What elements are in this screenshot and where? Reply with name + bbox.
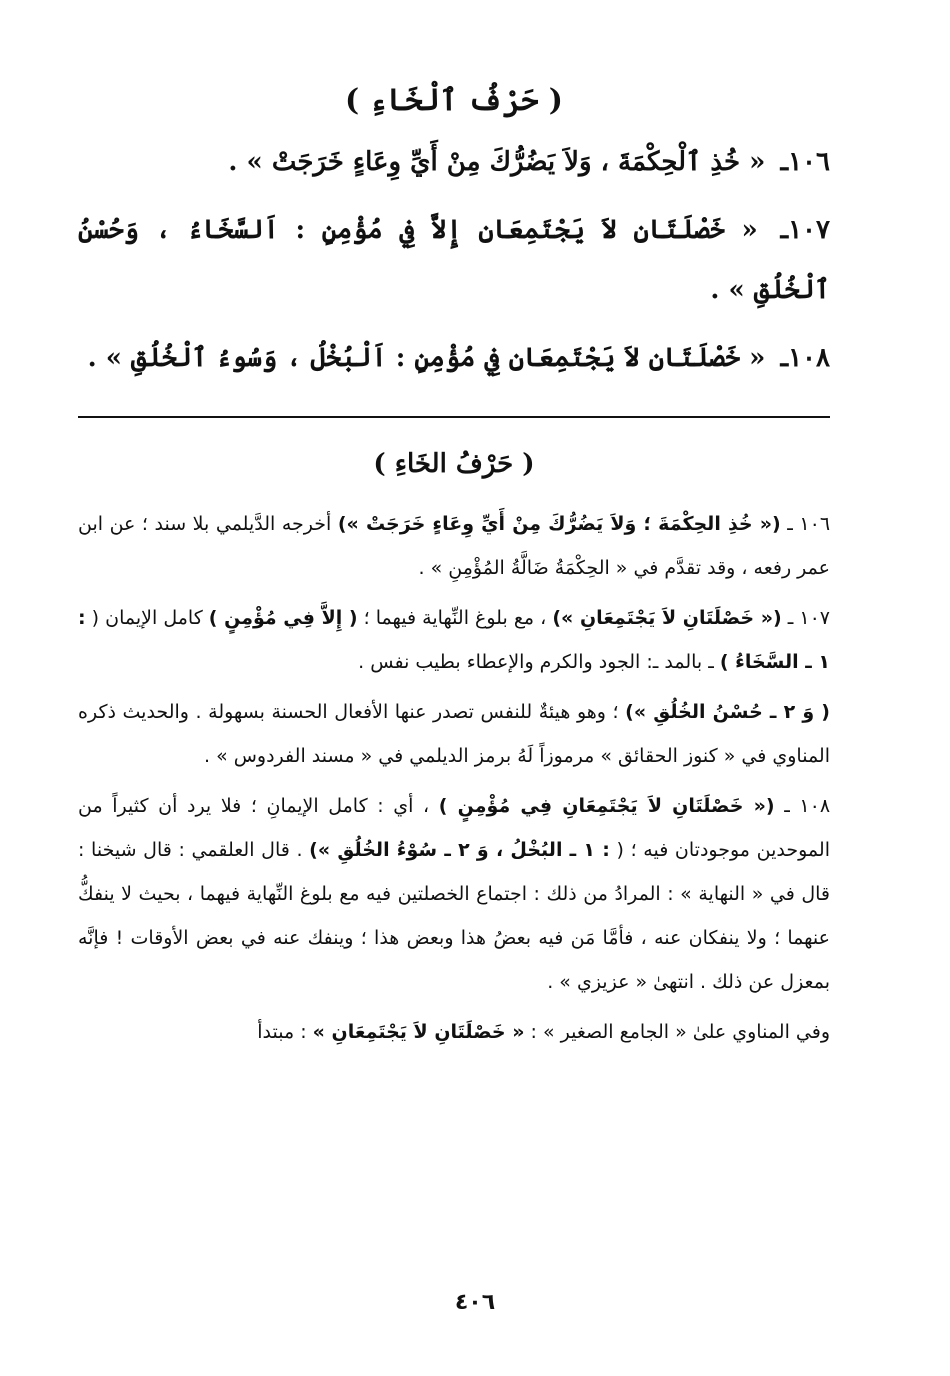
note-text: كامل الإيمان ( bbox=[91, 607, 203, 629]
note-quote: : ١ ـ السَّخَاءُ ) bbox=[78, 607, 830, 673]
note-text: وفي المناوي علىٰ « الجامع الصغير » : bbox=[530, 1021, 830, 1043]
page-content bbox=[78, 70, 830, 1060]
chapter-heading: ( حَرْفُ ٱلْخَاءِ ) bbox=[345, 83, 563, 118]
hadith-text: « خَصْلَتَانِ لاَ يَجْتَمِعَانِ فِي مُؤْمِنٍ : اَلْبُخْلُ ، وَسُوءُ ٱلْخُلُقِ » . bbox=[87, 343, 766, 373]
note-number: ١٠٧ ـ bbox=[787, 607, 830, 629]
note-107-continued bbox=[78, 690, 830, 778]
commentary-heading: ( حَرْفُ الخَاءِ ) bbox=[373, 449, 535, 479]
note-106 bbox=[78, 502, 830, 590]
note-text: ، مع بلوغ النِّهاية فيهما ؛ bbox=[363, 607, 547, 629]
note-quote: (« خُذِ الحِكْمَةَ ؛ وَلاَ يَضُرُّكَ مِنْ أَيِّ وِعَاءٍ خَرَجَتْ ») bbox=[337, 513, 781, 535]
hadith-106 bbox=[78, 132, 830, 192]
note-text: : مبتدأ bbox=[257, 1021, 307, 1043]
section-divider bbox=[78, 416, 830, 418]
hadith-107 bbox=[78, 200, 830, 320]
note-number: ١٠٦ ـ bbox=[787, 513, 831, 535]
note-quote: (« خَصْلَتَانِ لاَ يَجْتَمِعَانِ ») bbox=[552, 607, 782, 629]
note-text: ـ بالمد ـ: الجود والكرم والإعطاء بطيب نفس . bbox=[358, 651, 714, 673]
hadith-text: « خُذِ ٱلْحِكْمَةَ ، وَلاَ يَضُرُّكَ مِنْ أَيِّ وِعَاءٍ خَرَجَتْ » . bbox=[228, 147, 766, 177]
note-text: أخرجه الدَّيلمي بلا سند ؛ عن ابن عمر رفعه ، وقد تقدَّم في « الحِكْمَةُ ضَالَّةُ المُؤْمِنِ » . bbox=[78, 513, 830, 579]
hadith-number: ١٠٨ـ bbox=[780, 343, 830, 373]
note-text: . قال العلقمي : قال شيخنا : قال في « النهاية » : المرادُ من ذلك : اجتماع الخصلتين فيه مع بلوغ النِّهاية فيهما ، بحيث لا ينفكُّ عنهما ؛ ولا ينفكان عنه ، فأمَّا مَن فيه بعضُ هذا وبعض هذا ؛ وينفك عنه في بعض الأوقات ! فإنَّه بمعزل عن ذلك . انتهىٰ « عزيزي » . bbox=[78, 839, 830, 993]
note-quote: « خَصْلَتَانِ لاَ يَجْتَمِعَانِ » bbox=[312, 1021, 525, 1043]
note-quote: ( إِلاَّ فِي مُؤْمِنٍ ) bbox=[208, 607, 358, 629]
hadith-number: ١٠٧ـ bbox=[780, 215, 830, 245]
note-quote: ( وَ ٢ ـ حُسْنُ الخُلُقِ ») bbox=[625, 701, 830, 723]
page-number: ٤٠٦ bbox=[454, 1290, 496, 1315]
note-quote: : ١ ـ البُخْلُ ، وَ ٢ ـ سُوْءُ الخُلُقِ ») bbox=[309, 839, 610, 861]
note-text: ؛ وهو هيئةٌ للنفس تصدر عنها الأفعال الحسنة بسهولة . والحديث ذكره المناوي في « كنوز الحقائق » مرموزاً لَهُ برمز الديلمي في « مسند الفردوس » . bbox=[78, 701, 830, 767]
hadith-number: ١٠٦ـ bbox=[780, 147, 830, 177]
note-text: ، أي : كامل الإيمانِ ؛ فلا يرد أن كثيراً من الموحدين موجودتان فيه ؛ ( bbox=[78, 795, 830, 861]
note-107 bbox=[78, 596, 830, 684]
hadith-text: « خَصْلَتَانِ لاَ يَجْتَمِعَانِ إِلاَّ فِي مُؤْمِنٍ : اَلسَّخَاءُ ، وَحُسْنُ ٱلْخُلُقِ » . bbox=[78, 215, 830, 305]
hadith-108 bbox=[78, 328, 830, 388]
note-108-continued bbox=[78, 1010, 830, 1054]
note-quote: (« خَصْلَتَانِ لاَ يَجْتَمِعَانِ فِي مُؤْمِنٍ ) bbox=[438, 795, 775, 817]
note-number: ١٠٨ ـ bbox=[784, 795, 831, 817]
note-108 bbox=[78, 784, 830, 1004]
